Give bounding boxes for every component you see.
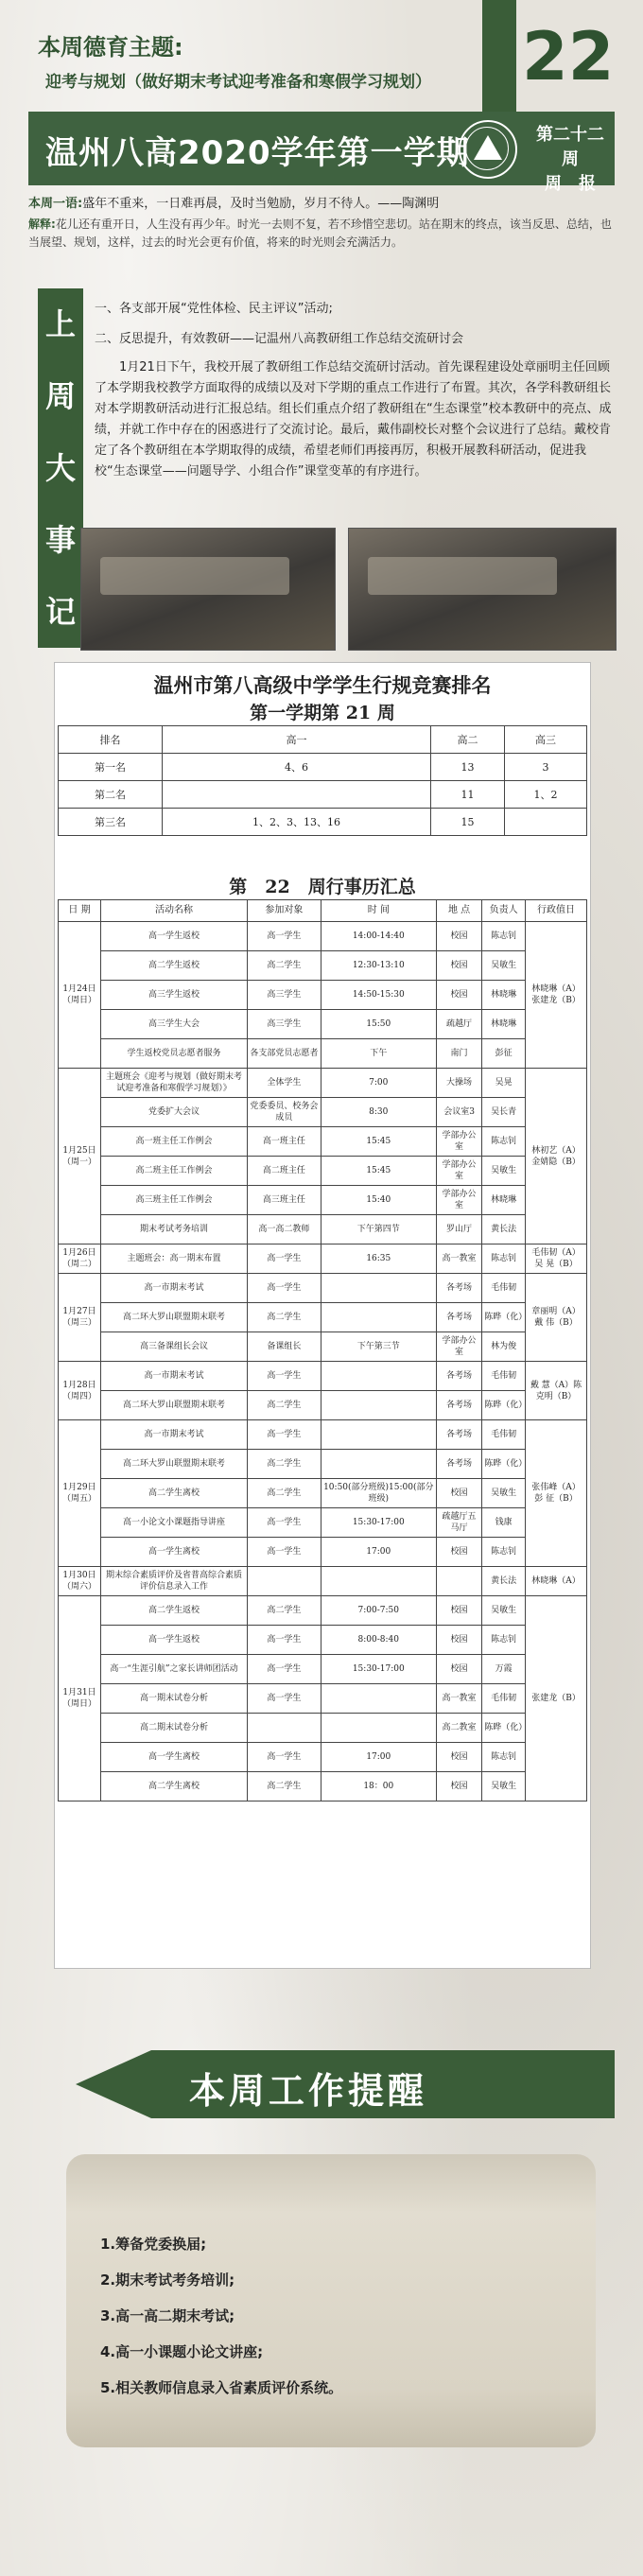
table-cell: 黄长法: [482, 1215, 526, 1244]
table-cell: 党委委员、校务会成员: [248, 1098, 322, 1127]
table-cell: 高二教室: [436, 1714, 481, 1743]
table-cell: 高三班主任: [248, 1186, 322, 1215]
event-item-1: 一、各支部开展“党性体检、民主评议”活动;: [95, 302, 333, 316]
table-cell: 高一高二教师: [248, 1215, 322, 1244]
table-cell: 校园: [436, 951, 481, 981]
banner-title: 温州八高2020学年第一学期: [45, 134, 470, 172]
table-row: [59, 1244, 587, 1274]
table-cell: 高一学生离校: [101, 1538, 248, 1567]
theme-subtitle: 迎考与规划（做好期末考试迎考准备和寒假学习规划）: [45, 73, 431, 92]
table-cell: 陈晔（化）: [482, 1391, 526, 1420]
table-row: [59, 781, 587, 809]
table-cell: 高一学生: [248, 1420, 322, 1450]
table-cell: 校园: [436, 1596, 481, 1626]
theme-title: 本周德育主题:: [38, 34, 183, 61]
reminder-arrow-icon: [76, 2050, 151, 2118]
table-cell: 8:30: [321, 1098, 436, 1127]
table-cell: 10:50(部分班级)15:00(部分班级): [321, 1479, 436, 1508]
table-header: 高三: [505, 726, 587, 754]
table-row: [59, 1391, 587, 1420]
table-cell: 林晓琳: [482, 1186, 526, 1215]
table-cell: 高二环大罗山联盟期末联考: [101, 1391, 248, 1420]
table-cell: 12:30-13:10: [321, 951, 436, 981]
table-cell: 各考场: [436, 1274, 481, 1303]
table-cell: 高一小论文小课题指导讲座: [101, 1508, 248, 1538]
table-cell: 吴长青: [482, 1098, 526, 1127]
table-cell: 第二名: [59, 781, 163, 809]
table-cell: 7:00: [321, 1069, 436, 1098]
table-cell: 校园: [436, 922, 481, 951]
table-cell: 8:00-8:40: [321, 1626, 436, 1655]
table-header: 行政值日: [526, 900, 587, 922]
table-cell: 黄长法: [482, 1567, 526, 1596]
table-cell: 毛伟韧: [482, 1420, 526, 1450]
table-cell: 高三学生: [248, 981, 322, 1010]
table-cell: 吴敏生: [482, 1479, 526, 1508]
table-cell: 高一市期末考试: [101, 1362, 248, 1391]
table-cell: 4、6: [163, 754, 431, 781]
table-cell: 疏越厅: [436, 1010, 481, 1039]
table-cell: 高一教室: [436, 1244, 481, 1274]
table-cell: 高二学生返校: [101, 1596, 248, 1626]
table-row: [59, 1127, 587, 1157]
table-row: [59, 1538, 587, 1567]
table-cell: 南门: [436, 1039, 481, 1069]
table-cell: 毛伟韧: [482, 1362, 526, 1391]
table-cell: 校园: [436, 1626, 481, 1655]
table-cell: 校园: [436, 1772, 481, 1801]
table-cell: 下午: [321, 1039, 436, 1069]
table-cell: [321, 1420, 436, 1450]
table-cell: 14:50-15:30: [321, 981, 436, 1010]
table-cell: 高一班主任: [248, 1127, 322, 1157]
table-cell: 高一教室: [436, 1684, 481, 1714]
list-item: 4.高一小课题小论文讲座;: [100, 2343, 264, 2360]
table-cell: 高一学生返校: [101, 922, 248, 951]
table-cell: 校园: [436, 1655, 481, 1684]
table-cell: 毛伟韧: [482, 1274, 526, 1303]
table-cell: 高三学生大会: [101, 1010, 248, 1039]
table-cell: 主题班会《迎考与规划（做好期末考试迎考准备和寒假学习规划）》: [101, 1069, 248, 1098]
table-row: [59, 1157, 587, 1186]
table-cell: 18：00: [321, 1772, 436, 1801]
table-cell: 钱康: [482, 1508, 526, 1538]
table-cell: 16:35: [321, 1244, 436, 1274]
table-cell: 3: [505, 754, 587, 781]
banner-week: 第二十二周 周 报: [536, 125, 604, 194]
events-side-label: 上 周 大 事 记: [38, 288, 83, 648]
table-header: 活动名称: [101, 900, 248, 922]
table-cell: 高一班主任工作例会: [101, 1127, 248, 1157]
list-item: 5.相关教师信息录入省素质评价系统。: [100, 2379, 343, 2396]
meeting-photo-1: [80, 528, 336, 651]
table-cell: 期末综合素质评价及省普高综合素质评价信息录入工作: [101, 1567, 248, 1596]
table-cell: [321, 1567, 436, 1596]
table-row: [59, 922, 587, 951]
table-cell: [321, 1274, 436, 1303]
table-header: 时 间: [321, 900, 436, 922]
table-row: [59, 1420, 587, 1450]
table-row: [59, 1450, 587, 1479]
table-cell: 彭征: [482, 1039, 526, 1069]
table-cell: 吴敏生: [482, 1157, 526, 1186]
table-cell: 高一学生: [248, 1743, 322, 1772]
schedule-card: [54, 662, 591, 1969]
table-cell: 下午第三节: [321, 1332, 436, 1362]
duty-cell: 戴 慧（A）陈克明（B）: [526, 1362, 587, 1420]
date-cell: 1月31日（周日）: [59, 1596, 101, 1801]
table-cell: 高一“生涯引航”之家长讲师团活动: [101, 1655, 248, 1684]
table-cell: 各考场: [436, 1450, 481, 1479]
table-cell: 高一学生离校: [101, 1743, 248, 1772]
title-banner: [28, 112, 615, 194]
table-cell: 第三名: [59, 809, 163, 836]
weekly-quote: [28, 195, 615, 213]
table-cell: 各考场: [436, 1420, 481, 1450]
table-cell: 疏越厅五马厅: [436, 1508, 481, 1538]
table-cell: 高二学生返校: [101, 951, 248, 981]
table-cell: [321, 1391, 436, 1420]
table-row: [59, 809, 587, 836]
table-row: [59, 1332, 587, 1362]
table-row: [59, 1508, 587, 1538]
table-row: [59, 1567, 587, 1596]
table-cell: 15:30-17:00: [321, 1655, 436, 1684]
ranking-title: 温州市第八高级中学学生行规竞赛排名: [153, 673, 492, 697]
table-cell: 陈志钊: [482, 922, 526, 951]
table-cell: 各考场: [436, 1391, 481, 1420]
table-cell: 高一学生: [248, 1244, 322, 1274]
table-cell: 陈晔（化）: [482, 1303, 526, 1332]
table-cell: 各考场: [436, 1362, 481, 1391]
table-cell: 吴晃: [482, 1069, 526, 1098]
explain-label: 解释:: [28, 218, 56, 231]
table-row: [59, 951, 587, 981]
date-cell: 1月26日（周二）: [59, 1244, 101, 1274]
table-header: 负责人: [482, 900, 526, 922]
table-cell: 15:45: [321, 1127, 436, 1157]
table-cell: 学部办公室: [436, 1186, 481, 1215]
table-cell: 陈晔（化）: [482, 1450, 526, 1479]
table-cell: 高三学生: [248, 1010, 322, 1039]
table-cell: 1、2、3、13、16: [163, 809, 431, 836]
table-row: [59, 1186, 587, 1215]
table-cell: 罗山厅: [436, 1215, 481, 1244]
table-header: 高一: [163, 726, 431, 754]
table-cell: 高一学生: [248, 1626, 322, 1655]
table-cell: 党委扩大会议: [101, 1098, 248, 1127]
table-row: [59, 981, 587, 1010]
table-cell: 高二学生: [248, 1479, 322, 1508]
table-cell: 高一学生: [248, 1362, 322, 1391]
duty-cell: 章丽明（A）戴 伟（B）: [526, 1274, 587, 1362]
table-header: 日 期: [59, 900, 101, 922]
table-cell: 高一期末试卷分析: [101, 1684, 248, 1714]
table-cell: 林为俊: [482, 1332, 526, 1362]
duty-cell: 毛伟韧（A）吴 晃（B）: [526, 1244, 587, 1274]
table-row: [59, 1714, 587, 1743]
table-cell: 大操场: [436, 1069, 481, 1098]
issue-number: 22: [522, 18, 615, 96]
explain-text: 花儿还有重开日，人生没有再少年。时光一去则不复，若不珍惜空悲切。站在期末的终点，该当反思、总结，也当展望、规划，这样，过去的时光会更有价值，将来的时光则会充满活力。: [28, 218, 612, 249]
table-cell: 各考场: [436, 1303, 481, 1332]
schedule-title: 第 22 周行事历汇总: [229, 877, 416, 897]
table-cell: 高二环大罗山联盟期末联考: [101, 1303, 248, 1332]
table-cell: 吴敏生: [482, 951, 526, 981]
table-cell: 高三学生返校: [101, 981, 248, 1010]
table-cell: 学部办公室: [436, 1157, 481, 1186]
table-header: 排名: [59, 726, 163, 754]
duty-cell: 林晓琳（A）张建龙（B）: [526, 922, 587, 1069]
table-cell: 13: [430, 754, 504, 781]
date-cell: 1月29日（周五）: [59, 1420, 101, 1567]
table-cell: 各支部党员志愿者: [248, 1039, 322, 1069]
table-cell: [248, 1567, 322, 1596]
table-cell: 吴敏生: [482, 1596, 526, 1626]
table-cell: 备课组长: [248, 1332, 322, 1362]
table-cell: 高二学生: [248, 1772, 322, 1801]
schedule-table: [58, 899, 587, 1801]
table-cell: 毛伟韧: [482, 1684, 526, 1714]
table-row: [59, 1772, 587, 1801]
table-cell: 学生返校党员志愿者服务: [101, 1039, 248, 1069]
table-cell: 高二环大罗山联盟期末联考: [101, 1450, 248, 1479]
table-header: 高二: [430, 726, 504, 754]
table-cell: 高一学生: [248, 1538, 322, 1567]
table-cell: 第一名: [59, 754, 163, 781]
table-cell: 学部办公室: [436, 1332, 481, 1362]
table-row: [59, 1098, 587, 1127]
list-item: 3.高一高二期末考试;: [100, 2307, 235, 2324]
table-cell: 陈志钊: [482, 1743, 526, 1772]
table-row: [59, 1274, 587, 1303]
table-row: [59, 754, 587, 781]
table-cell: 15:40: [321, 1186, 436, 1215]
table-cell: 校园: [436, 981, 481, 1010]
table-row: [59, 1626, 587, 1655]
table-cell: 期末考试考务培训: [101, 1215, 248, 1244]
table-row: [59, 1010, 587, 1039]
table-cell: 高一学生返校: [101, 1626, 248, 1655]
table-cell: 下午第四节: [321, 1215, 436, 1244]
table-cell: 高一市期末考试: [101, 1274, 248, 1303]
table-header: 参加对象: [248, 900, 322, 922]
date-cell: 1月25日（周一）: [59, 1069, 101, 1244]
table-row: [59, 1596, 587, 1626]
table-row: [59, 1039, 587, 1069]
table-cell: 14:00-14:40: [321, 922, 436, 951]
table-cell: 高三班主任工作例会: [101, 1186, 248, 1215]
table-cell: 林晓琳: [482, 981, 526, 1010]
table-cell: 陈志钊: [482, 1538, 526, 1567]
table-cell: [436, 1567, 481, 1596]
date-cell: 1月28日（周四）: [59, 1362, 101, 1420]
table-cell: 7:00-7:50: [321, 1596, 436, 1626]
table-cell: 11: [430, 781, 504, 809]
duty-cell: 林晓琳（A）: [526, 1567, 587, 1596]
duty-cell: 林初艺（A）金婧隐（B）: [526, 1069, 587, 1244]
school-logo-icon: [459, 120, 517, 179]
table-row: [59, 1684, 587, 1714]
event-item-2-body: 1月21日下午，我校开展了教研组工作总结交流研讨活动。首先课程建设处章丽明主任回顾了本学期我校教学方面取得的成绩以及对下学期的重点工作进行了布置。其次，各学科教研组长对本学期教研活动进行汇报总结。组长们重点介绍了教研组在“生态课堂”校本教研中的亮点、成绩，并就工作中存在的困惑进行了交流讨论。最后，戴伟副校长对整个会议进行了总结。戴校肯定了各个教研组在本学期取得的成绩，希望老师们再接再厉，积极开展教科研活动，促进我校“生态课堂——问题导学、小组合作”课堂变革的有序进行。: [95, 360, 612, 479]
table-cell: 15:30-17:00: [321, 1508, 436, 1538]
table-cell: 主题班会：高一期末布置: [101, 1244, 248, 1274]
table-cell: 高二学生: [248, 1303, 322, 1332]
table-cell: 全体学生: [248, 1069, 322, 1098]
table-cell: 高三备课组长会议: [101, 1332, 248, 1362]
table-row: [59, 1362, 587, 1391]
reminder-title: 本周工作提醒: [189, 2070, 428, 2112]
date-cell: 1月30日（周六）: [59, 1567, 101, 1596]
table-cell: [321, 1303, 436, 1332]
table-row: [59, 1479, 587, 1508]
list-item: 1.筹备党委换届;: [100, 2236, 207, 2253]
table-cell: [505, 809, 587, 836]
table-cell: 高一学生: [248, 1655, 322, 1684]
ranking-table: [58, 725, 587, 836]
date-cell: 1月27日（周三）: [59, 1274, 101, 1362]
table-cell: 校园: [436, 1479, 481, 1508]
table-cell: 高一学生: [248, 1274, 322, 1303]
table-cell: [248, 1714, 322, 1743]
ranking-subtitle: 第一学期第 21 周: [250, 703, 395, 723]
quote-label: 本周一语:: [28, 197, 83, 211]
table-cell: 15:45: [321, 1157, 436, 1186]
table-cell: [321, 1450, 436, 1479]
table-header: 地 点: [436, 900, 481, 922]
quote-explanation: [28, 216, 615, 252]
reminder-list: [100, 2226, 573, 2406]
table-row: [59, 1743, 587, 1772]
table-cell: 吴敏生: [482, 1772, 526, 1801]
table-row: [59, 1215, 587, 1244]
table-cell: [321, 1362, 436, 1391]
table-cell: 林晓琳: [482, 1010, 526, 1039]
table-cell: 陈晔（化）: [482, 1714, 526, 1743]
list-item: 2.期末考试考务培训;: [100, 2271, 235, 2289]
table-cell: 高二学生离校: [101, 1772, 248, 1801]
table-cell: 高二学生: [248, 951, 322, 981]
table-cell: [163, 781, 431, 809]
table-cell: 高二期末试卷分析: [101, 1714, 248, 1743]
table-cell: 高二学生: [248, 1450, 322, 1479]
meeting-photo-2: [348, 528, 617, 651]
table-row: [59, 1303, 587, 1332]
date-cell: 1月24日（周日）: [59, 922, 101, 1069]
table-cell: 高二班主任工作例会: [101, 1157, 248, 1186]
table-cell: 校园: [436, 1743, 481, 1772]
table-cell: 17:00: [321, 1538, 436, 1567]
table-cell: 高一学生: [248, 1684, 322, 1714]
table-row: [59, 1655, 587, 1684]
table-cell: 陈志钊: [482, 1244, 526, 1274]
table-cell: 会议室3: [436, 1098, 481, 1127]
table-row: [59, 1069, 587, 1098]
table-cell: [321, 1684, 436, 1714]
table-cell: [321, 1714, 436, 1743]
table-cell: 高二学生: [248, 1391, 322, 1420]
table-cell: 陈志钊: [482, 1127, 526, 1157]
table-cell: 高二学生: [248, 1596, 322, 1626]
table-cell: 高二班主任: [248, 1157, 322, 1186]
table-cell: 陈志钊: [482, 1626, 526, 1655]
table-cell: 高二学生离校: [101, 1479, 248, 1508]
duty-cell: 张伟峰（A）彭 征（B）: [526, 1420, 587, 1567]
table-cell: 15: [430, 809, 504, 836]
duty-cell: 张建龙（B）: [526, 1596, 587, 1801]
table-cell: 校园: [436, 1538, 481, 1567]
table-cell: 15:50: [321, 1010, 436, 1039]
quote-text: 盛年不重来，一日难再晨，及时当勉励，岁月不待人。——陶渊明: [82, 197, 440, 211]
table-cell: 1、2: [505, 781, 587, 809]
table-cell: 高一市期末考试: [101, 1420, 248, 1450]
table-cell: 高一学生: [248, 1508, 322, 1538]
table-cell: 学部办公室: [436, 1127, 481, 1157]
table-cell: 万霞: [482, 1655, 526, 1684]
table-cell: 17:00: [321, 1743, 436, 1772]
event-item-2: 二、反思提升，有效教研——记温州八高教研组工作总结交流研讨会: [95, 332, 464, 346]
table-cell: 高一学生: [248, 922, 322, 951]
